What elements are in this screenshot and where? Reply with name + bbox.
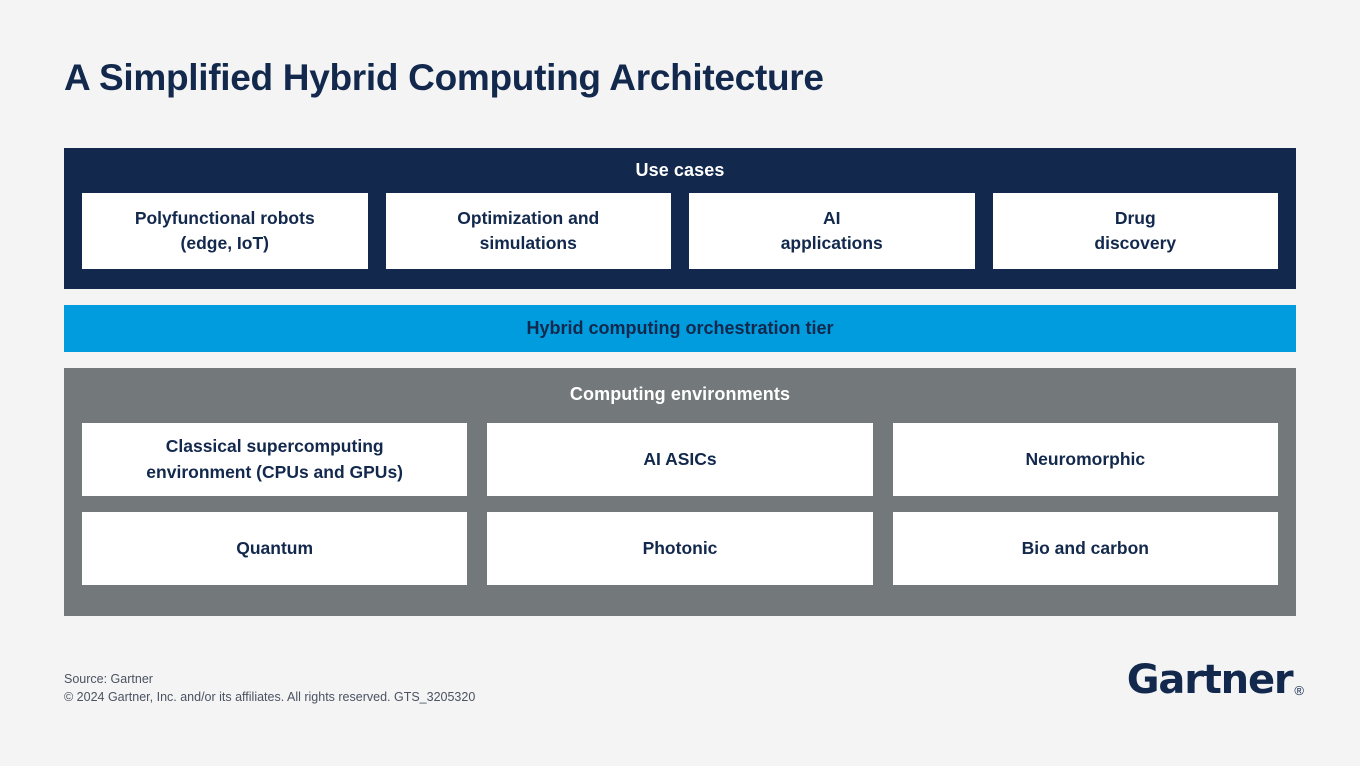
use-cases-heading: Use cases bbox=[635, 160, 725, 180]
computing-environments-band bbox=[64, 368, 1296, 616]
environments-row bbox=[82, 512, 1278, 585]
environment-card[interactable]: AI ASICs bbox=[487, 423, 872, 496]
page-title: A Simplified Hybrid Computing Architecture bbox=[64, 57, 824, 98]
gartner-logo bbox=[1126, 657, 1304, 703]
registered-trademark-icon: ® bbox=[1294, 683, 1304, 698]
orchestration-tier-band bbox=[64, 305, 1296, 352]
environments-row bbox=[82, 423, 1278, 496]
environments-grid bbox=[82, 423, 1278, 585]
use-case-card[interactable]: Optimization and simulations bbox=[386, 193, 672, 269]
source-line: Source: Gartner bbox=[64, 672, 153, 686]
footer bbox=[64, 670, 475, 706]
environment-card[interactable]: Classical supercomputing environment (CPUs and GPUs) bbox=[82, 423, 467, 496]
environment-card[interactable]: Neuromorphic bbox=[893, 423, 1278, 496]
use-cases-row bbox=[82, 193, 1278, 269]
use-case-card[interactable]: Drug discovery bbox=[993, 193, 1279, 269]
use-case-card[interactable]: AI applications bbox=[689, 193, 975, 269]
copyright-line: © 2024 Gartner, Inc. and/or its affiliates. All rights reserved. GTS_3205320 bbox=[64, 690, 476, 705]
use-case-card[interactable]: Polyfunctional robots (edge, IoT) bbox=[82, 193, 368, 269]
computing-environments-heading: Computing environments bbox=[569, 384, 791, 404]
environment-card[interactable]: Photonic bbox=[487, 512, 872, 585]
environment-card[interactable]: Bio and carbon bbox=[893, 512, 1278, 585]
logo-wordmark: Gartner bbox=[1126, 657, 1293, 703]
orchestration-tier-label: Hybrid computing orchestration tier bbox=[526, 318, 834, 338]
use-cases-band bbox=[64, 148, 1296, 289]
environment-card[interactable]: Quantum bbox=[82, 512, 467, 585]
